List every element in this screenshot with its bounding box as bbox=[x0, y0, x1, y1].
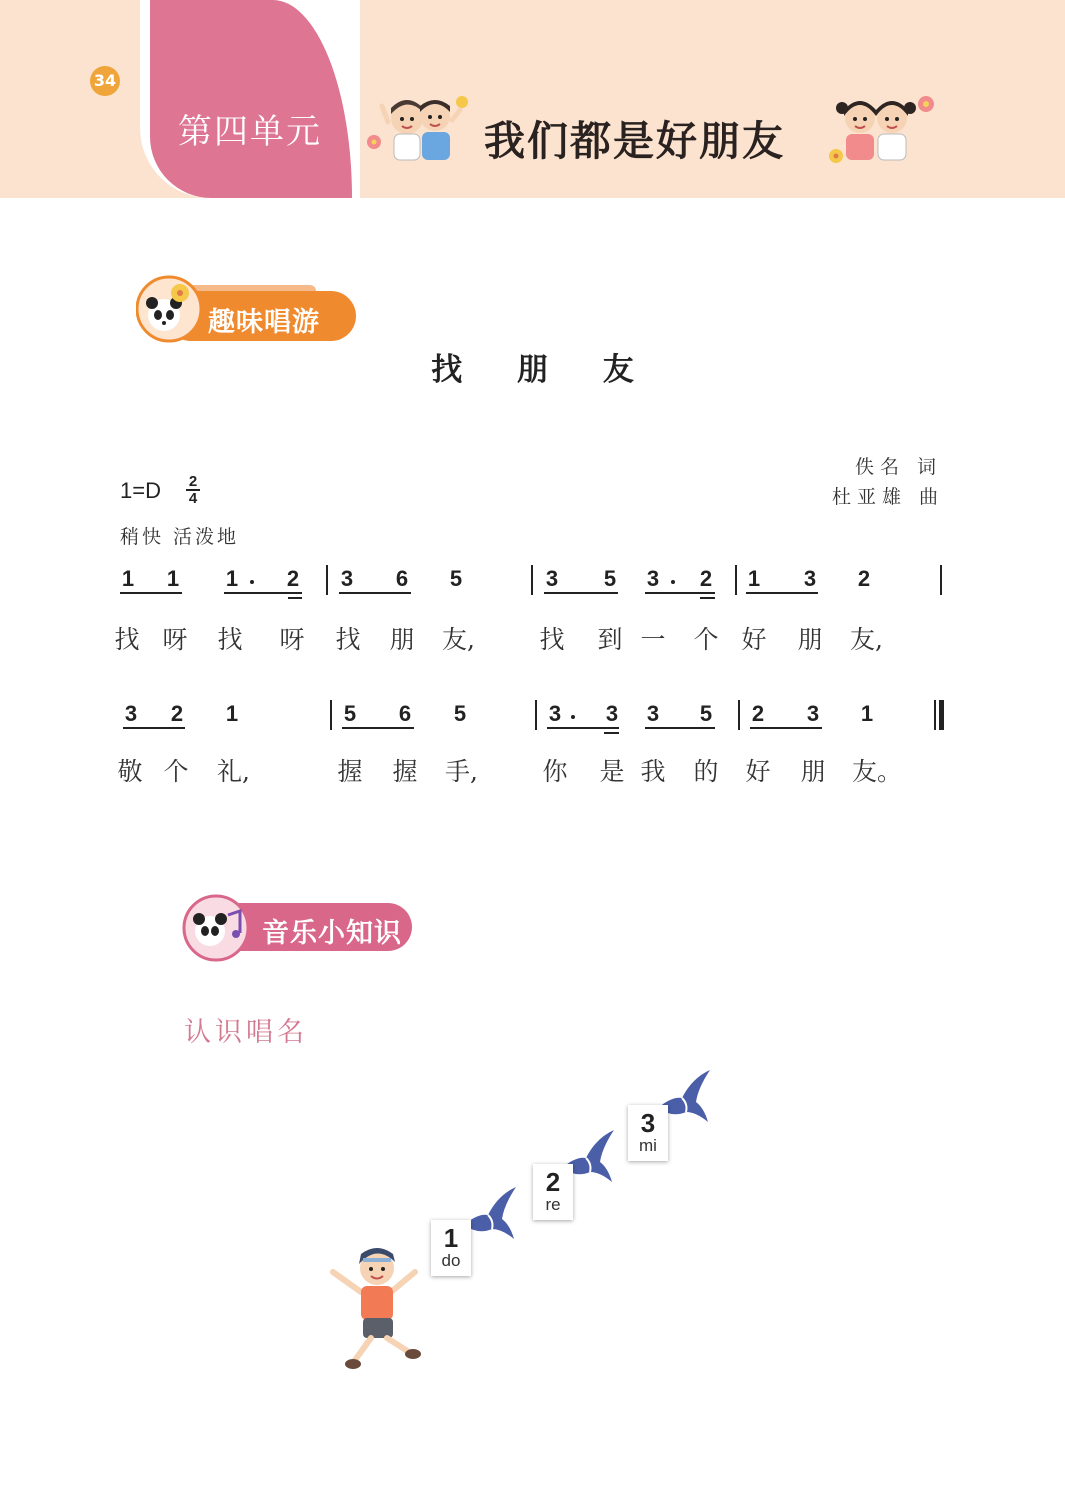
note: 5 bbox=[343, 701, 357, 726]
lyric: 礼, bbox=[217, 757, 250, 786]
solfa-card-do bbox=[431, 1220, 471, 1276]
bar-line bbox=[531, 565, 533, 595]
note: 2 bbox=[286, 566, 300, 591]
lyric: 是 bbox=[599, 757, 625, 786]
lyric: 找 bbox=[335, 625, 361, 654]
augmentation-dot bbox=[671, 580, 675, 584]
note: 2 bbox=[751, 701, 765, 726]
lyric: 友。 bbox=[852, 757, 903, 786]
solfa-syllable: do bbox=[441, 1251, 461, 1270]
note: 3 bbox=[605, 701, 619, 726]
unit-title: 我们都是好朋友 bbox=[484, 117, 785, 165]
note: 3 bbox=[548, 701, 562, 726]
lyric: 你 bbox=[542, 757, 568, 786]
lyric: 朋 bbox=[800, 757, 826, 786]
note: 1 bbox=[121, 566, 135, 591]
lyric: 握 bbox=[392, 757, 418, 786]
unit-label: 第四单元 bbox=[178, 112, 322, 152]
lyric: 友, bbox=[442, 625, 475, 654]
final-bar-line-thin bbox=[934, 700, 936, 730]
solfa-number: 1 bbox=[443, 1223, 459, 1253]
lyric: 个 bbox=[693, 625, 719, 654]
augmentation-dot bbox=[571, 715, 575, 719]
lyric: 手, bbox=[445, 757, 478, 786]
badge-label: 音乐小知识 bbox=[262, 918, 402, 949]
note: 5 bbox=[699, 701, 713, 726]
panda-flower-icon bbox=[136, 273, 206, 343]
note: 1 bbox=[225, 701, 239, 726]
section-badge-fun-singing bbox=[136, 273, 366, 343]
lyric: 到 bbox=[597, 625, 623, 654]
badge-label: 趣味唱游 bbox=[208, 307, 320, 338]
lyricist-credit: 佚名 词 bbox=[855, 456, 943, 478]
beam bbox=[547, 727, 619, 729]
solfa-card-mi bbox=[628, 1105, 668, 1161]
solfa-number: 2 bbox=[545, 1167, 561, 1197]
lyric: 握 bbox=[337, 757, 363, 786]
final-bar-line-thick bbox=[939, 700, 944, 730]
bar-line bbox=[535, 700, 537, 730]
augmentation-dot bbox=[250, 580, 254, 584]
note: 3 bbox=[646, 566, 660, 591]
note: 3 bbox=[124, 701, 138, 726]
note: 1 bbox=[747, 566, 761, 591]
solfa-number: 3 bbox=[640, 1108, 656, 1138]
section-badge-music-knowledge bbox=[182, 893, 414, 963]
solfa-card-re bbox=[533, 1164, 573, 1220]
solfa-syllable: re bbox=[545, 1195, 561, 1214]
lyric: 朋 bbox=[389, 625, 415, 654]
bar-line bbox=[735, 565, 737, 595]
note: 1 bbox=[225, 566, 239, 591]
beam bbox=[746, 592, 818, 594]
lyric: 呀 bbox=[279, 625, 305, 654]
beam bbox=[288, 597, 302, 599]
kids-girls-illustration bbox=[822, 92, 942, 168]
note: 3 bbox=[803, 566, 817, 591]
beam bbox=[342, 727, 414, 729]
lyric: 找 bbox=[539, 625, 565, 654]
lyric: 一 bbox=[640, 625, 666, 654]
note: 1 bbox=[860, 701, 874, 726]
time-signature-top: 2 bbox=[188, 473, 198, 490]
note: 3 bbox=[545, 566, 559, 591]
lyric: 呀 bbox=[162, 625, 188, 654]
lyric: 敬 bbox=[117, 757, 143, 786]
page-number: 34 bbox=[90, 66, 120, 96]
lyric: 找 bbox=[114, 625, 140, 654]
note: 3 bbox=[806, 701, 820, 726]
bar-line bbox=[326, 565, 328, 595]
lyric: 我 bbox=[640, 757, 666, 786]
beam bbox=[645, 592, 715, 594]
note: 3 bbox=[340, 566, 354, 591]
beam bbox=[120, 592, 182, 594]
beam bbox=[750, 727, 822, 729]
kids-boys-illustration bbox=[362, 92, 482, 164]
note: 5 bbox=[603, 566, 617, 591]
lyric: 的 bbox=[693, 757, 719, 786]
note: 6 bbox=[398, 701, 412, 726]
note: 5 bbox=[453, 701, 467, 726]
song-title: 找 朋 友 bbox=[431, 352, 656, 388]
note: 2 bbox=[699, 566, 713, 591]
knowledge-heading: 认识唱名 bbox=[184, 1017, 308, 1048]
lyric: 好 bbox=[745, 757, 771, 786]
bar-line bbox=[940, 565, 942, 595]
note: 1 bbox=[166, 566, 180, 591]
note: 2 bbox=[170, 701, 184, 726]
note: 5 bbox=[449, 566, 463, 591]
lyric: 个 bbox=[163, 757, 189, 786]
lyric: 朋 bbox=[797, 625, 823, 654]
beam bbox=[123, 727, 185, 729]
beam bbox=[700, 597, 715, 599]
time-signature-bottom: 4 bbox=[186, 489, 200, 506]
lyric: 好 bbox=[741, 625, 767, 654]
note: 2 bbox=[857, 566, 871, 591]
beam bbox=[224, 592, 302, 594]
lyric: 友, bbox=[850, 625, 883, 654]
beam bbox=[645, 727, 715, 729]
beam bbox=[544, 592, 618, 594]
lyric: 找 bbox=[217, 625, 243, 654]
note: 6 bbox=[395, 566, 409, 591]
beam bbox=[604, 732, 619, 734]
beam bbox=[339, 592, 411, 594]
solfa-syllable: mi bbox=[639, 1136, 657, 1155]
tempo-marking: 稍快 活泼地 bbox=[120, 526, 240, 548]
key-signature: 1=D bbox=[120, 478, 161, 503]
composer-credit: 杜亚雄 曲 bbox=[832, 486, 945, 508]
note: 3 bbox=[646, 701, 660, 726]
time-signature bbox=[186, 474, 200, 506]
bar-line bbox=[330, 700, 332, 730]
bar-line bbox=[738, 700, 740, 730]
panda-music-note-icon bbox=[182, 893, 252, 963]
running-boy-illustration bbox=[325, 1240, 430, 1375]
